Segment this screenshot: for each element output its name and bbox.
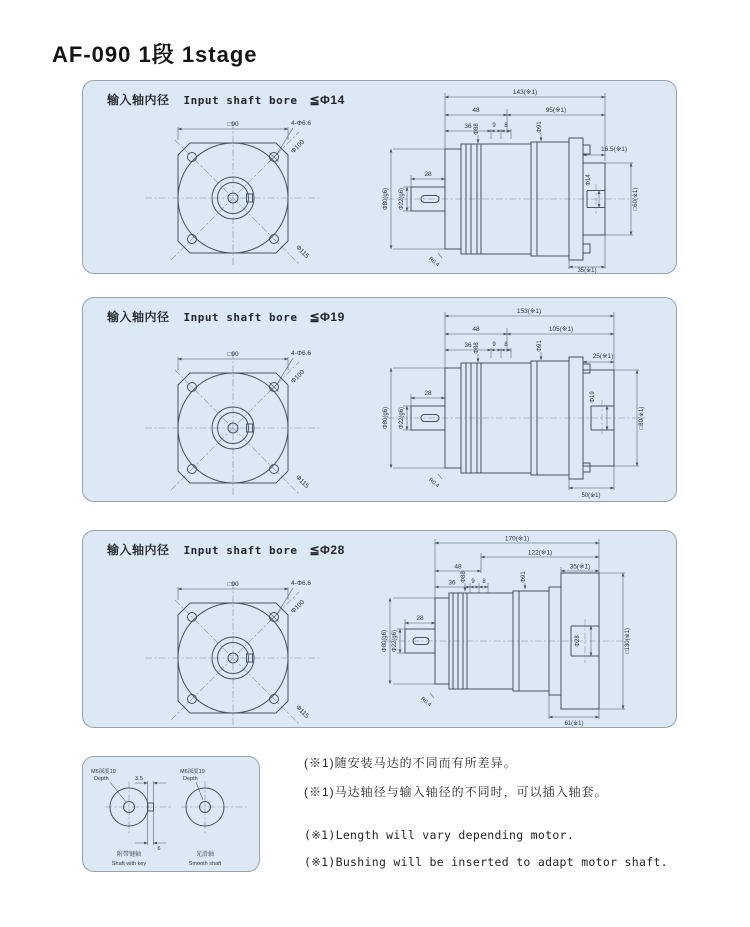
dim-body1-dia: Φ88: [474, 123, 480, 135]
dim-corner-circle: Φ115: [294, 703, 311, 720]
dim-holes: 4-Φ6.6: [291, 350, 312, 357]
footnote-cn-2: (※1)马达轴径与输入轴径的不同时，可以插入轴套。: [304, 785, 608, 799]
dim-sub-total: 122(※1): [527, 549, 553, 557]
front-view-drawing: [141, 574, 326, 728]
dim-corner-circle: Φ115: [294, 243, 311, 260]
dim-body2-dia: Φ91: [537, 340, 543, 352]
panel-header: [107, 308, 345, 325]
key-shaft-note-en: Depth: [94, 776, 109, 782]
dim-total: 153(※1): [516, 308, 542, 315]
dim-shaft-length: 28: [424, 171, 432, 178]
header-en: Input shaft bore: [183, 544, 298, 557]
dim-seg8: 8: [504, 342, 508, 348]
dim-seg36: 36: [464, 342, 472, 349]
key-shaft-label-en: Shaft with key: [111, 861, 147, 867]
dim-key-offset: 3.5: [135, 776, 143, 782]
dim-seg-rest: 95(※1): [545, 107, 567, 114]
dim-shaft-dia: Φ22(g6): [399, 187, 405, 211]
front-view-drawing: [141, 114, 326, 269]
dim-bottom: 61(※1): [564, 721, 584, 727]
dim-body1-dia: Φ88: [474, 342, 480, 354]
shaft-types-drawing: [83, 757, 259, 871]
dim-seg48: 48: [454, 563, 462, 571]
panel-header: [107, 541, 345, 558]
header-en: Input shaft bore: [183, 311, 298, 324]
dim-body1-dia: Φ88: [461, 571, 467, 583]
dim-square: □90: [227, 581, 239, 588]
dim-bottom: 50(※1): [581, 493, 601, 499]
panel-bore-14: [82, 80, 677, 274]
key-shaft-note-cn: M6深度19: [91, 769, 116, 775]
side-view-drawing: [381, 531, 677, 727]
header-cn: 输入轴内径: [107, 310, 170, 324]
dim-adapter-depth: 16.5(※1): [601, 146, 628, 153]
smooth-shaft-label-en: Smooth shaft: [188, 861, 222, 867]
dim-seg36: 36: [464, 123, 472, 130]
dim-total: 170(※1): [504, 535, 530, 543]
dim-body2-dia: Φ91: [537, 121, 543, 133]
key-shaft-label-cn: 附带键轴: [116, 852, 142, 858]
header-cn: 输入轴内径: [107, 543, 170, 557]
dim-shaft-length: 28: [416, 615, 424, 622]
header-cn: 输入轴内径: [107, 93, 170, 107]
dim-fillet: R0.4: [419, 696, 433, 709]
dim-motor-flange: □130(※1): [625, 628, 631, 654]
dim-seg36: 36: [448, 579, 456, 587]
panel-header: [107, 91, 345, 108]
dim-bottom: 35(※1): [577, 268, 597, 274]
dim-motor-flange: □80(※1): [639, 406, 645, 430]
dim-adapter-depth: 25(※1): [592, 353, 614, 360]
shaft-types-panel: [82, 756, 260, 872]
dim-shaft-length: 28: [424, 390, 432, 397]
dim-seg9: 9: [492, 123, 496, 129]
dim-plate-width: 35(※1): [569, 563, 591, 571]
dim-seg8: 8: [482, 579, 486, 585]
header-en: Input shaft bore: [183, 94, 298, 107]
panel-bore-19: [82, 297, 677, 502]
dim-pilot-dia: Φ80(g6): [382, 629, 388, 653]
side-view-drawing: [381, 298, 671, 501]
panel-bore-28: [82, 530, 677, 728]
footnote-cn-1: (※1)随安装马达的不同而有所差异。: [304, 756, 517, 770]
header-bore-value: ≦Φ28: [309, 543, 345, 557]
dim-shaft-dia: Φ22(g6): [399, 406, 405, 430]
dim-body2-dia: Φ91: [521, 571, 527, 583]
dim-key-width: 6: [157, 846, 161, 852]
dim-holes: 4-Φ6.6: [291, 580, 312, 587]
dim-holes: 4-Φ6.6: [291, 120, 312, 127]
smooth-shaft-note-en: Depth: [183, 776, 198, 782]
dim-seg9: 9: [471, 579, 475, 585]
dim-pilot-dia: Φ80(g6): [383, 187, 389, 211]
smooth-shaft-note-cn: M6深度19: [180, 769, 205, 775]
dim-bolt-circle: Φ100: [289, 138, 307, 156]
dim-bore-dia: Φ19: [590, 391, 596, 403]
footnote-en-2: (※1)Bushing will be inserted to adapt motor shaft.: [304, 855, 668, 869]
dim-total: 143(※1): [512, 89, 538, 96]
dim-fillet: R0.4: [427, 256, 441, 269]
dim-seg48: 48: [472, 326, 480, 333]
dim-seg-rest: 105(※1): [548, 326, 574, 333]
dim-bore-dia: Φ28: [575, 635, 581, 647]
dim-square: □90: [227, 121, 239, 128]
dim-pilot-dia: Φ80(g6): [383, 406, 389, 430]
dim-square: □90: [227, 351, 239, 358]
dim-seg9: 9: [492, 342, 496, 348]
dim-bolt-circle: Φ100: [289, 598, 307, 616]
header-bore-value: ≦Φ14: [309, 93, 345, 107]
page-title: AF-090 1段 1stage: [52, 42, 258, 67]
dim-fillet: R0.4: [427, 477, 441, 490]
header-bore-value: ≦Φ19: [309, 310, 345, 324]
smooth-shaft-label-cn: 光滑轴: [195, 852, 215, 858]
side-view-drawing: [381, 81, 671, 273]
dim-seg8: 8: [504, 123, 508, 129]
dim-shaft-dia: Φ22(g6): [392, 629, 398, 653]
dim-motor-flange: □60(※1): [633, 187, 639, 211]
dim-bolt-circle: Φ100: [289, 368, 307, 386]
dim-corner-circle: Φ115: [294, 473, 311, 490]
footnote-en-1: (※1)Length will vary depending motor.: [304, 828, 574, 842]
footnotes: [304, 754, 724, 869]
dim-seg48: 48: [472, 107, 480, 114]
dim-bore-dia: Φ14: [586, 174, 592, 186]
front-view-drawing: [141, 344, 326, 499]
